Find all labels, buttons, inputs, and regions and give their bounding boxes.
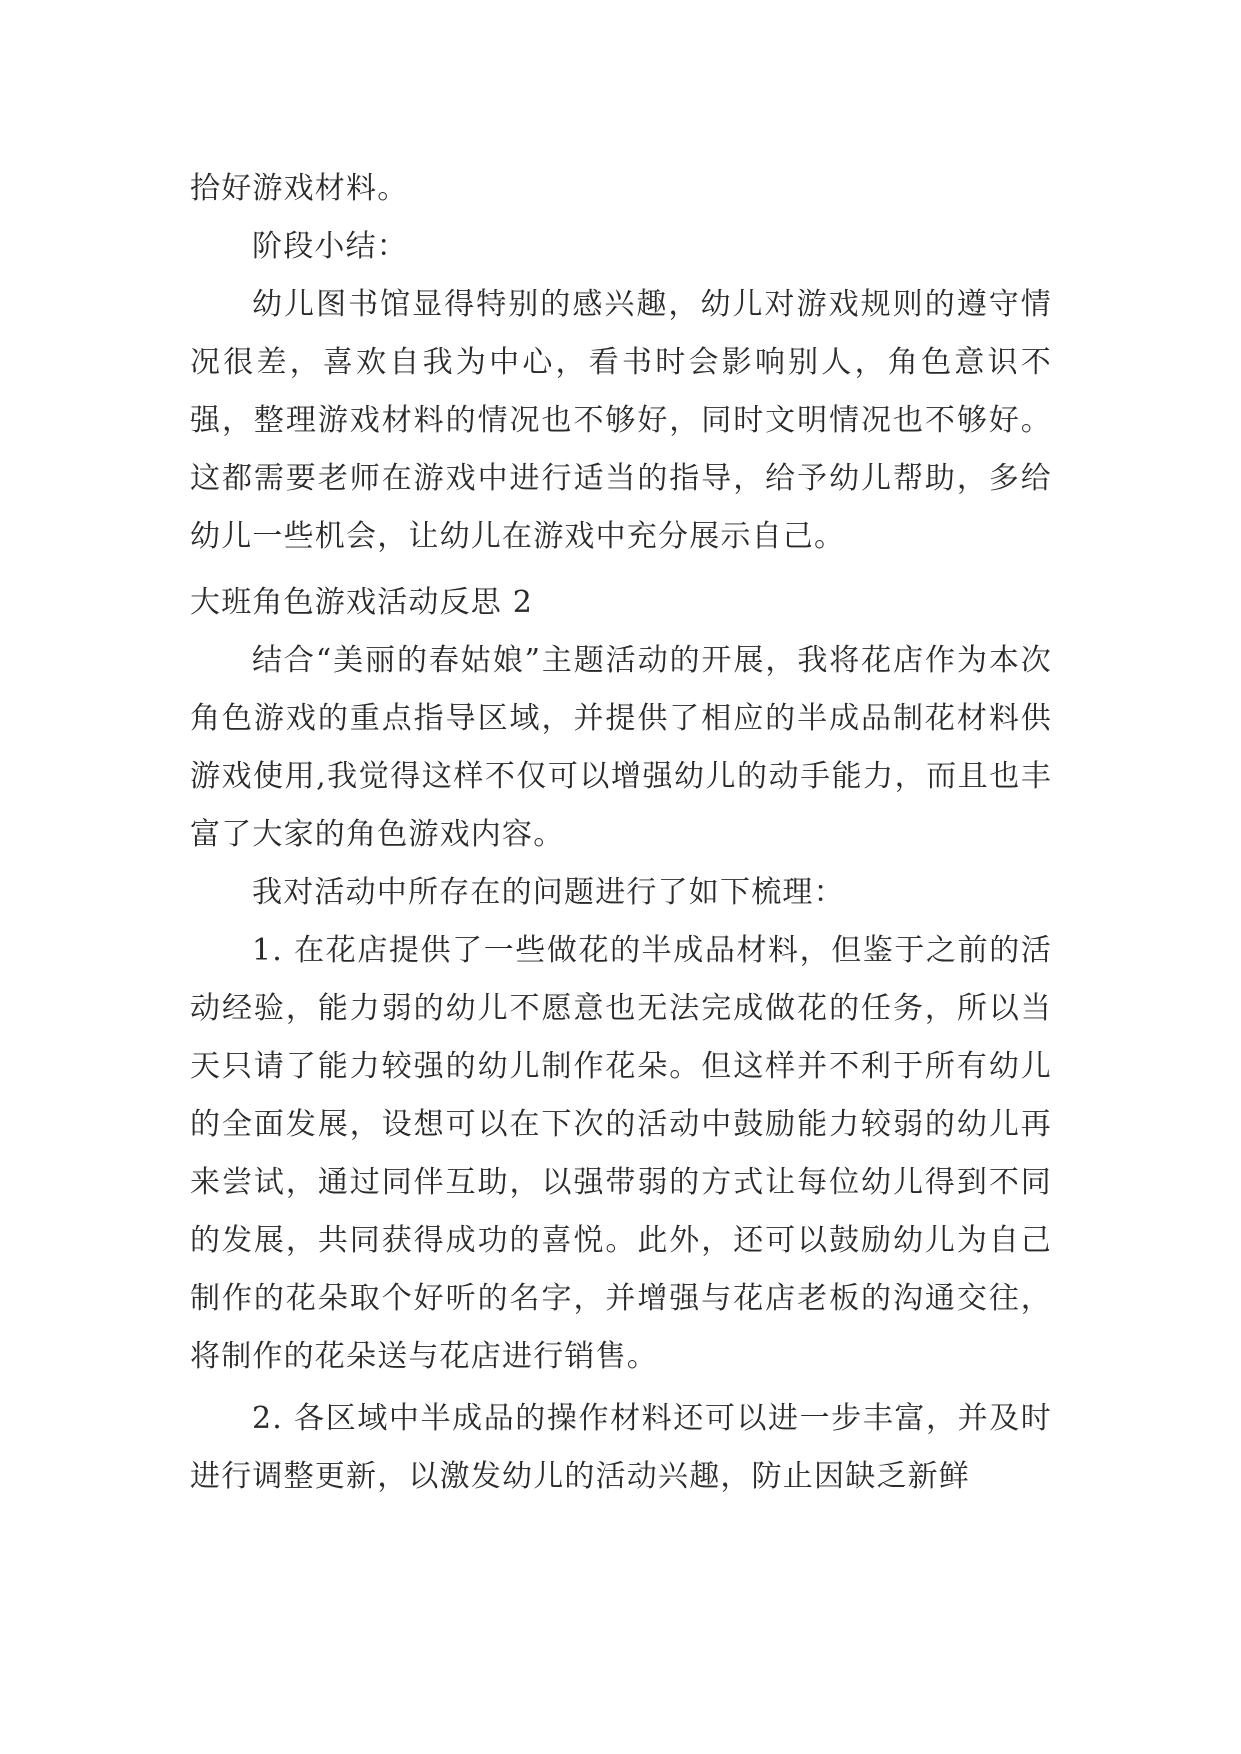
- paragraph-intro: 结合“美丽的春姑娘”主题活动的开展，我将花店作为本次角色游戏的重点指导区域，并提供了相应的半成品制花材料供游戏使用,我觉得这样不仅可以增强幼儿的动手能力，而且也丰富了大家的角色游戏内容。: [190, 643, 1052, 852]
- summary-label: 阶段小结：: [252, 229, 408, 264]
- paragraph-issue-1: 1. 在花店提供了一些做花的半成品材料，但鉴于之前的活动经验，能力弱的幼儿不愿意也无法完成做花的任务，所以当天只请了能力较强的幼儿制作花朵。但这样并不利于所有幼儿的全面发展，设想可以在下次的活动中鼓励能力较弱的幼儿再来尝试，通过同伴互助，以强带弱的方式让每位幼儿得到不同的发展，共同获得成功的喜悦。此外，还可以鼓励幼儿为自己制作的花朵取个好听的名字，并增强与花店老板的沟通交往，将制作的花朵送与花店进行销售。: [190, 933, 1052, 1374]
- paragraph-tail: 拾好游戏材料。: [190, 171, 409, 206]
- section-title: 大班角色游戏活动反思 2: [190, 585, 534, 620]
- paragraph-issue-2: 2. 各区域中半成品的操作材料还可以进一步丰富，并及时进行调整更新，以激发幼儿的活动兴趣，防止因缺乏新鲜: [190, 1401, 1052, 1494]
- summary-paragraph: 幼儿图书馆显得特别的感兴趣，幼儿对游戏规则的遵守情况很差，喜欢自我为中心，看书时会影响别人，角色意识不强，整理游戏材料的情况也不够好，同时文明情况也不够好。这都需要老师在游戏中进行适当的指导，给予幼儿帮助，多给幼儿一些机会，让幼儿在游戏中充分展示自己。: [190, 287, 1052, 554]
- paragraph-issues-intro: 我对活动中所存在的问题进行了如下梳理：: [252, 875, 845, 910]
